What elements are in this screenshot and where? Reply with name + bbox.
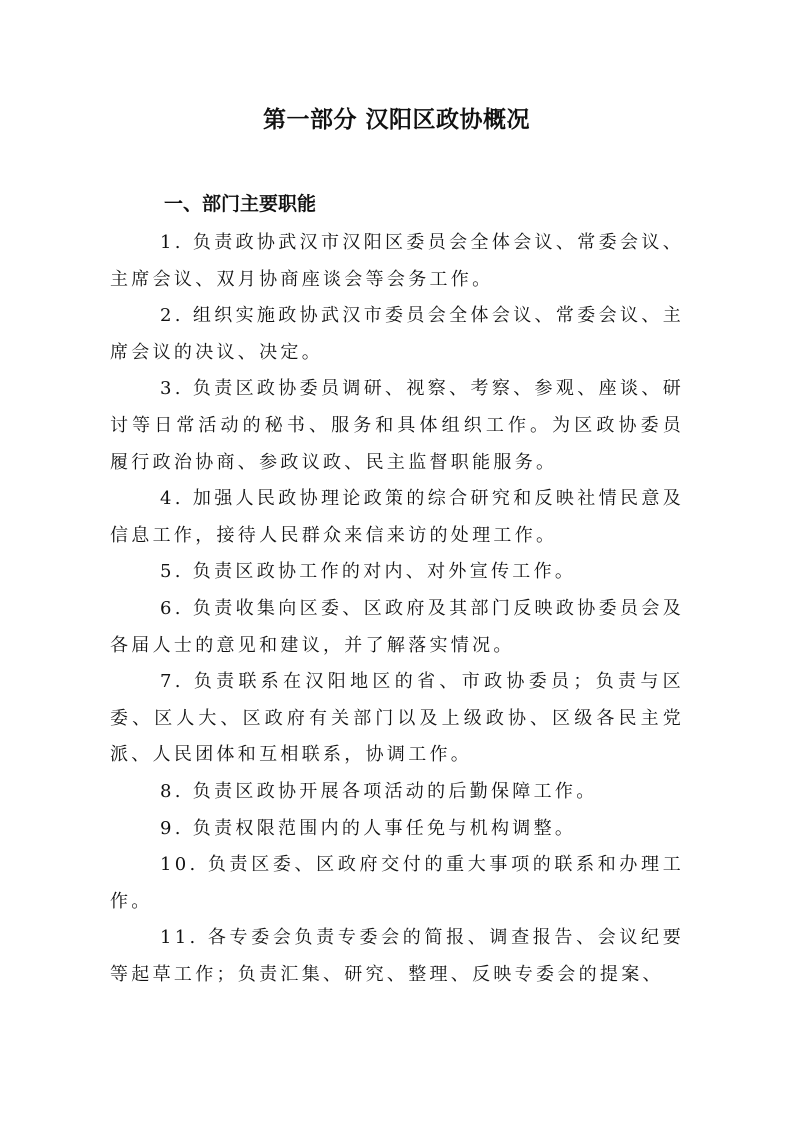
section-heading: 一、部门主要职能 (164, 193, 317, 215)
duty-item-1: 1. 负责政协武汉市汉阳区委员会全体会议、常委会议、主席会议、双月协商座谈会等会务工作。 (110, 232, 684, 290)
duty-item-3: 3. 负责区政协委员调研、视察、考察、参观、座谈、研讨等日常活动的秘书、服务和具体组织工作。为区政协委员履行政治协商、参政议政、民主监督职能服务。 (110, 378, 684, 473)
document-body (110, 225, 684, 993)
duty-item-9: 9. 负责权限范围内的人事任免与机构调整。 (160, 817, 577, 839)
duty-item-11: 11. 各专委会负责专委会的简报、调查报告、会议纪要等起草工作；负责汇集、研究、整理、反映专委会的提案、 (110, 927, 684, 985)
duty-item-8: 8. 负责区政协开展各项活动的后勤保障工作。 (160, 780, 598, 802)
page-title: 第一部分 汉阳区政协概况 (262, 107, 530, 133)
duty-item-4: 4. 加强人民政协理论政策的综合研究和反映社情民意及信息工作，接待人民群众来信来访的处理工作。 (110, 488, 684, 546)
duty-item-2: 2. 组织实施政协武汉市委员会全体会议、常委会议、主席会议的决议、决定。 (110, 305, 684, 363)
duty-item-7: 7. 负责联系在汉阳地区的省、市政协委员；负责与区委、区人大、区政府有关部门以及上级政协、区级各民主党派、人民团体和互相联系，协调工作。 (110, 671, 684, 766)
duty-item-5: 5. 负责区政协工作的对内、对外宣传工作。 (160, 561, 577, 583)
duty-item-10: 10. 负责区委、区政府交付的重大事项的联系和办理工作。 (110, 854, 684, 912)
duty-item-6: 6. 负责收集向区委、区政府及其部门反映政协委员会及各届人士的意见和建议，并了解落实情况。 (110, 597, 684, 656)
